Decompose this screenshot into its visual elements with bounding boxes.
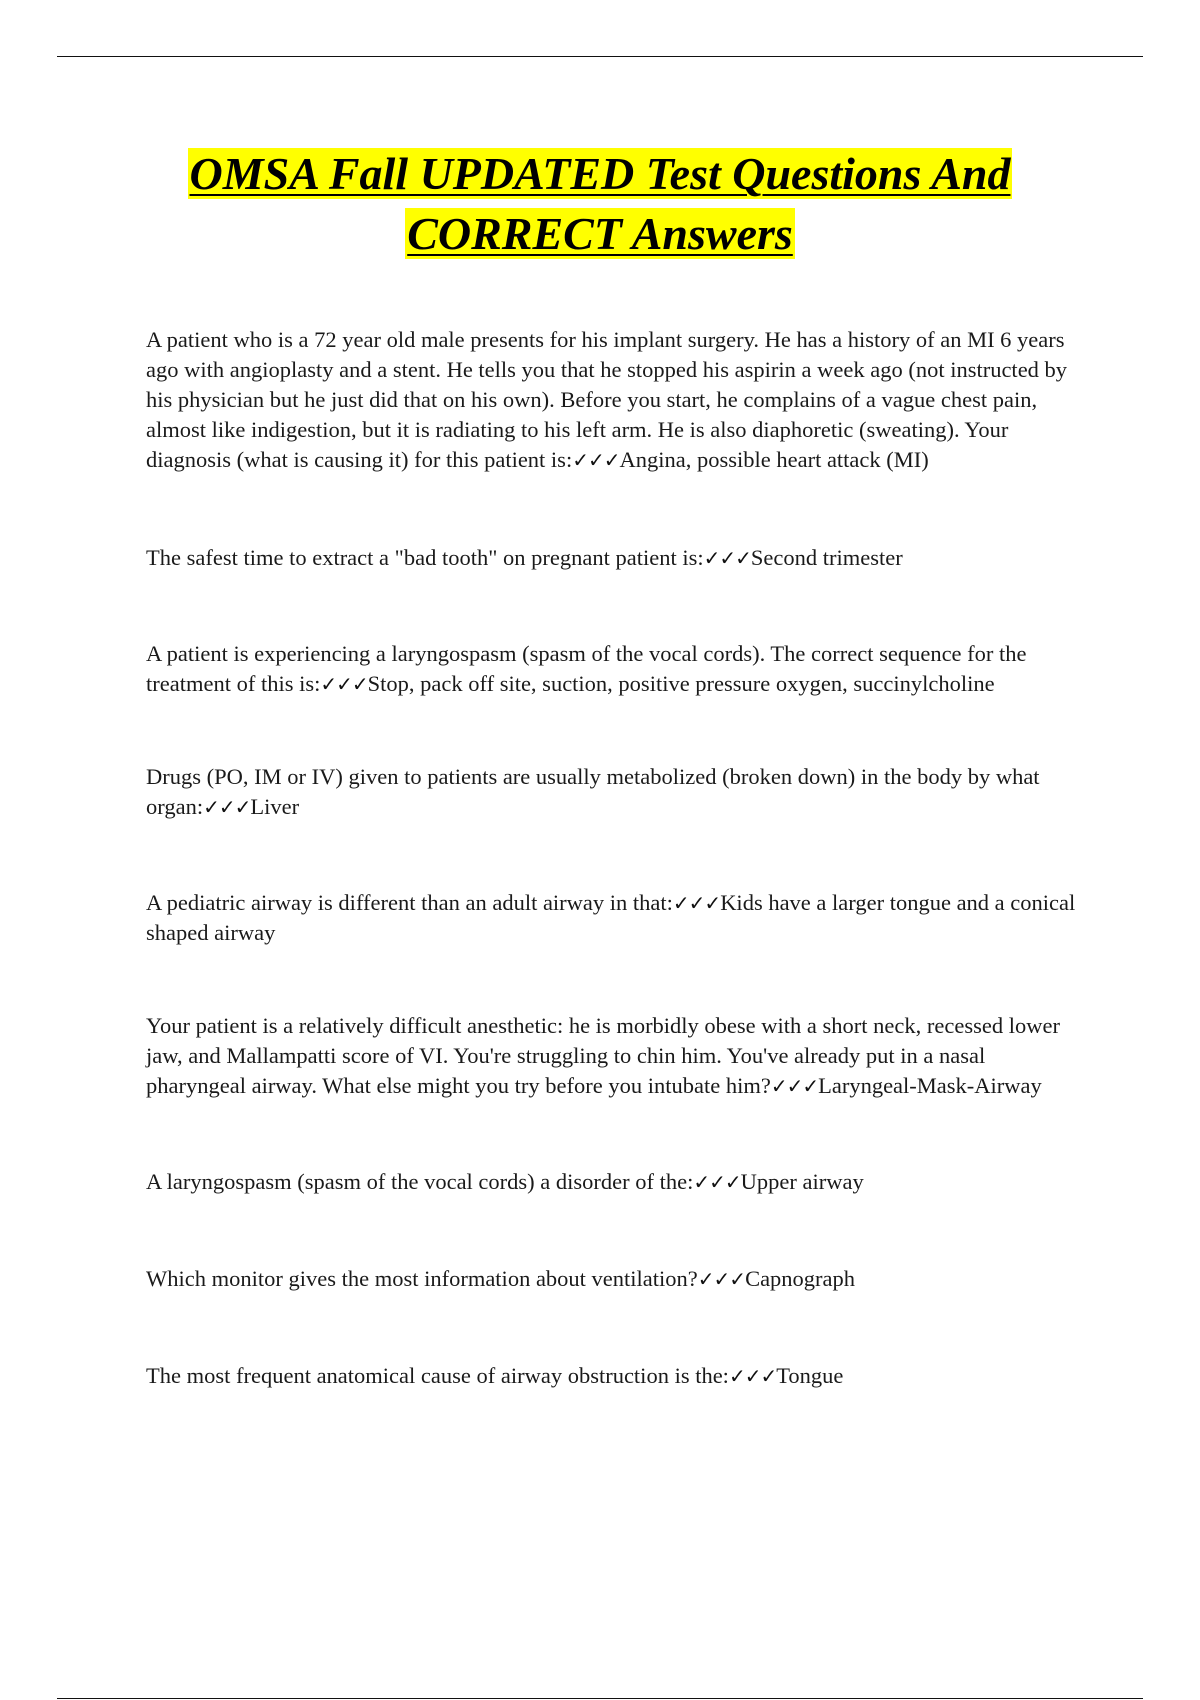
qa-list [146,325,1076,1391]
question-text: A laryngospasm (spasm of the vocal cords) a disorder of the: [146,1169,694,1194]
checkmark-icon: ✓✓✓ [697,1267,746,1291]
header-rule [57,56,1143,57]
checkmark-icon: ✓✓✓ [572,448,620,472]
question-text: Your patient is a relatively difficult anesthetic: he is morbidly obese with a short neck, recessed lower jaw, and Mallampatti score of VI. You're struggling to chin him. You've already put in a nasal pharyngeal airway. What else might you try before you intubate him? [146,1013,1060,1098]
question-text: A pediatric airway is different than an adult airway in that: [146,890,673,915]
footer-rule [57,1698,1143,1699]
question-text: A patient who is a 72 year old male presents for his implant surgery. He has a history of an MI 6 years ago with angioplasty and a stent. He tells you that he stopped his aspirin a week ago (not instructed by his physician but he just did that on his own). Before you start, he complains of a vague chest pain, almost like indigestion, but it is radiating to his left arm. He is also diaphoretic (sweating). Your diagnosis (what is causing it) for this patient is: [146,327,1068,472]
qa-item-5 [146,888,1076,948]
qa-item-3 [146,639,1076,699]
checkmark-icon: ✓✓✓ [203,795,251,819]
answer-text: Capnograph [745,1266,856,1291]
question-text: A patient is experiencing a laryngospasm (spasm of the vocal cords). The correct sequence for the treatment of this is: [146,641,1027,696]
question-text: The safest time to extract a "bad tooth" on pregnant patient is: [146,545,704,570]
answer-text: Second trimester [750,545,903,570]
answer-text: Laryngeal-Mask-Airway [818,1073,1042,1098]
answer-text: Liver [250,794,300,819]
title-line-2: CORRECT Answers [407,208,793,259]
checkmark-icon: ✓✓✓ [320,672,368,696]
title-line-1: OMSA Fall UPDATED Test Questions And [189,148,1011,199]
answer-text: Stop, pack off site, suction, positive pressure oxygen, succinylcholine [367,671,995,696]
qa-item-4 [146,762,1076,822]
checkmark-icon: ✓✓✓ [728,1364,777,1388]
qa-item-8 [146,1264,1076,1294]
qa-item-1 [146,325,1076,475]
answer-text: Angina, possible heart attack (MI) [619,447,929,472]
qa-item-7 [146,1167,1076,1197]
qa-item-9 [146,1361,1076,1391]
checkmark-icon: ✓✓✓ [770,1074,819,1098]
checkmark-icon: ✓✓✓ [672,891,721,915]
answer-text: Upper airway [740,1169,864,1194]
checkmark-icon: ✓✓✓ [693,1170,741,1194]
qa-item-6 [146,1011,1076,1101]
qa-item-2 [146,543,1076,573]
question-text: Drugs (PO, IM or IV) given to patients are usually metabolized (broken down) in the body by what organ: [146,764,1040,819]
checkmark-icon: ✓✓✓ [703,546,751,570]
question-text: Which monitor gives the most information about ventilation? [146,1266,698,1291]
question-text: The most frequent anatomical cause of airway obstruction is the: [146,1363,729,1388]
document-title [80,144,1120,264]
answer-text: Tongue [776,1363,844,1388]
answer-text: Kids have a larger tongue and a conical shaped airway [146,890,1076,945]
